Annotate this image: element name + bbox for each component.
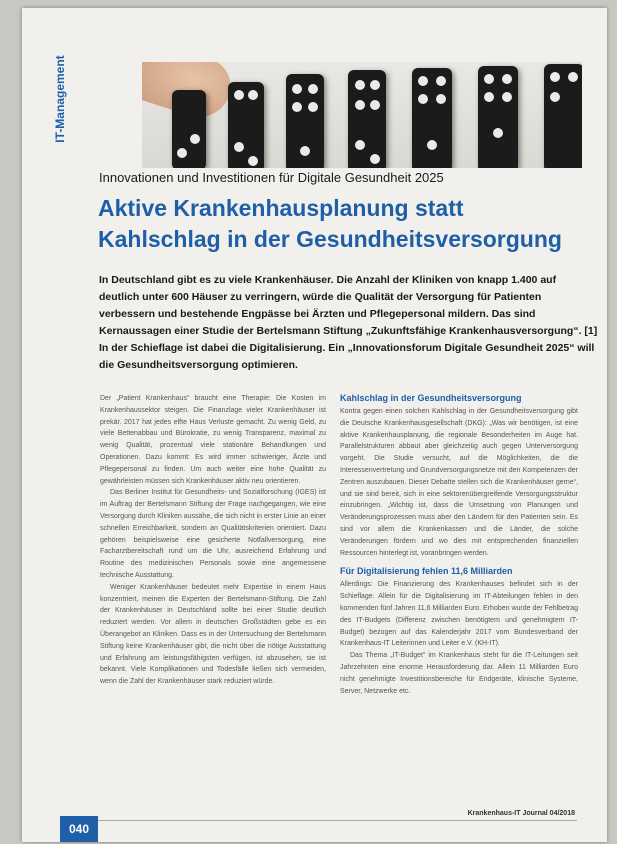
- section-heading: Kahlschlag in der Gesundheitsversorgung: [340, 393, 522, 403]
- magazine-page: [22, 8, 607, 842]
- domino-icon: [412, 68, 452, 168]
- body-paragraph: Der „Patient Krankenhaus“ braucht eine Therapie: Die Kosten im Krankenhaussektor steigen. Die Finanzlage vieler Krankenhäuser ist prekär. 2017 hat jedes elfte Haus Verluste gemacht. Zu wenig Geld, zu viele Bettenabbau und Bürokratie, zu wenig Transparenz, maximal zu wenig Qualität, prozentual viele stationäre Behandlungen und Operationen. Dazu kommt: Es wird immer schwieriger, Ärzte und Pflegepersonal zu finden. Um auch weiter eine hohe Qualität zu gewährleisten müssen sich Krankenhäuser aktiv neu orientieren.: [100, 395, 326, 485]
- body-paragraph: Das Thema „IT-Budget“ im Krankenhaus steht für die IT-Leitungen seit Jahrzehnten eine enorme Herausforderung dar. Allein 11 Milliarden Euro nicht genehmigte Investitionsbereiche für Endgeräte, klinische Systeme, Server, Netzwerke etc.: [340, 652, 578, 695]
- hero-image: [142, 62, 582, 168]
- domino-icon: [286, 74, 324, 168]
- article-headline: [98, 193, 607, 255]
- page-number: 040: [60, 816, 98, 842]
- domino-icon: [544, 64, 582, 168]
- body-paragraph: Allerdings: Die Finanzierung des Krankenhauses befindet sich in der Schieflage. Allein für die Digitalisierung im IT-Abteilungen fehlen in den kommenden fünf Jahren 11,6 Milliarden Euro. Erhoben wurde der Fehlbetrag des IT-Budgets (Differenz zwischen benötigtem und genehmigtem IT-Budget) bezogen auf das Kalenderjahr 2017 vom Bundesverband der Krankenhaus-IT Leiterinnen und Leiter e.V. (KH-IT).: [340, 581, 579, 648]
- article-kicker: Innovationen und Investitionen für Digitale Gesundheit 2025: [99, 170, 444, 185]
- headline-line-1: Aktive Krankenhausplanung statt: [98, 195, 464, 221]
- headline-line-2: Kahlschlag in der Gesundheitsversorgung: [98, 226, 562, 252]
- body-column-right: [340, 392, 578, 697]
- body-column-left: [100, 393, 326, 688]
- body-paragraph: Weniger Krankenhäuser bedeutet mehr Expertise in einem Haus konzentriert, meinen die Experten der Bertelsmann-Stiftung. Die Zahl der Krankenhäuser in Deutschland sollte bei einer Studie deutlich reduziert werden. Vor allem in deutschen Großstädten gebe es ein Überangebot an Kliniken. Dass es in der Untersuchung der Bertelsmann Stiftung keine Krankenhäuser gibt, die nicht über die nötige Ausstattung und Erfahrung am leistungsfähigsten verfügen, ist abzusehen, sie ist bekannt. Viele Komplikationen und Todesfälle ließen sich vermeiden, wenn die Zahl der Krankenhäuser stark reduziert würde.: [100, 583, 326, 686]
- body-paragraph: Das Berliner Institut für Gesundheits- und Sozialforschung (IGES) ist im Auftrag der Bertelsmann Stiftung der Frage nachgegangen, wie eine Versorgung durch Kliniken aussähe, die sich nicht in erster Linie an einer schnellen Erreichbarkeit, sondern an Qualitätskriterien orientiert. Dazu gehören beispielsweise eine gesicherte Notfallversorgung, eine Facharztbereitschaft rund um die Uhr, ausreichend Erfahrung und Routine des medizinischen Personals sowie eine angemessene technische Ausstattung.: [100, 489, 326, 579]
- domino-icon: [228, 82, 264, 168]
- domino-icon: [478, 66, 518, 168]
- body-paragraph: Kontra gegen einen solchen Kahlschlag in der Gesundheitsversorgung gibt die Deutsche Krankenhausgesellschaft (DKG): „Was wir benötigen, ist eine aktive Krankenhausplanung, die regionale Besonderheiten im Auge hat. Parallelstrukturen abbaut aber gleichzeitig auch gegen Unterversorgung vorgeht. Die Studie versucht, auf die Möglichkeiten, die die Interessenvertretung und Grundversorgungsnetze mit den Kompetenzen der Zentren auszubauen. Dieser Debatte stellen sich die Krankenhäuser gerne“, und sie sind bereit, sich in eine sektorenübergreifende Versorgungsstruktur einzubringen. „Wichtig ist, dass die Umsetzung von Planungen und Veränderungsprozessen muss aber den Ländern für den Patienten sein. Es sind vor allem die Krankenkassen und die Länder, die solche Veränderungen fördern und wo dies mit entsprechenden finanziellen Ressourcen hinterlegt ist, voranbringen werden.: [340, 408, 578, 557]
- journal-name: Krankenhaus-IT Journal 04/2018: [467, 810, 575, 817]
- footer-divider: [98, 820, 577, 821]
- section-label-text: IT-Management: [53, 55, 67, 143]
- domino-icon: [348, 70, 386, 168]
- section-label: [52, 42, 72, 162]
- section-heading: Für Digitalisierung fehlen 11,6 Milliarden: [340, 566, 513, 577]
- article-lead: In Deutschland gibt es zu viele Krankenhäuser. Die Anzahl der Kliniken von knapp 1.400 auf deutlich unter 600 Häuser zu verringern, würde die Qualität der Versorgung für Patienten verbessern und bestehende Engpässe bei Ärzten und Pflegepersonal mildern. Das sind Kernaussagen einer Studie der Bertelsmann Stiftung „Zukunftsfähige Krankenhausversorgung“. [1] In der Schieflage ist dabei die Digitalisierung. Ein „Innovationsforum Digitale Gesundheit 2025“ will die Gesundheitsversorgung optimieren.: [99, 274, 598, 371]
- domino-icon: [172, 90, 206, 168]
